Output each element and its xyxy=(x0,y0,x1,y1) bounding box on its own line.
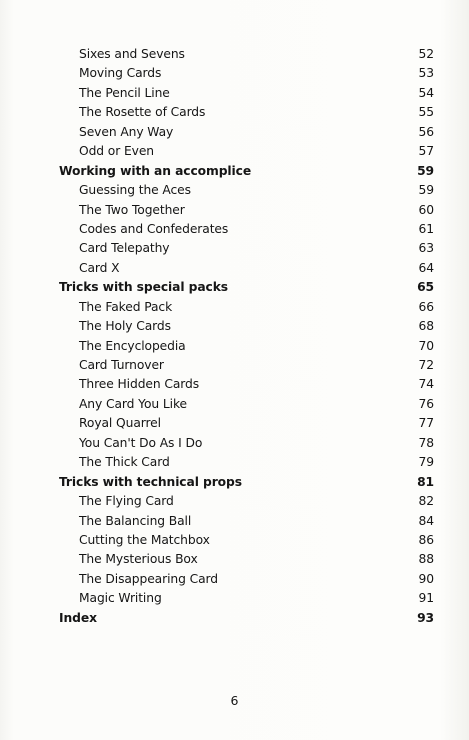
toc-entry xyxy=(59,492,434,511)
toc-entry-title: Card X xyxy=(79,260,120,275)
toc-entry-title: The Thick Card xyxy=(79,455,170,470)
toc-entry xyxy=(59,395,434,414)
toc-section-entry xyxy=(59,473,434,492)
toc-entry-title: Tricks with technical props xyxy=(59,474,242,489)
toc-entry-title: Any Card You Like xyxy=(79,396,187,411)
toc-entry xyxy=(59,181,434,200)
toc-section-entry xyxy=(59,162,434,181)
toc-entry-page-number: 88 xyxy=(418,552,434,567)
toc-entry xyxy=(59,434,434,453)
toc-entry-title: You Can't Do As I Do xyxy=(79,435,203,450)
toc-entry-title: The Two Together xyxy=(79,202,185,217)
toc-entry-page-number: 60 xyxy=(418,202,434,217)
toc-entry xyxy=(59,356,434,375)
toc-entry-page-number: 56 xyxy=(418,124,434,139)
toc-entry-page-number: 52 xyxy=(418,47,434,61)
toc-entry xyxy=(59,142,434,161)
toc-entry-page-number: 63 xyxy=(418,241,434,256)
table-of-contents xyxy=(59,45,434,628)
toc-entry-page-number: 59 xyxy=(418,183,434,198)
toc-entry-title: The Mysterious Box xyxy=(79,552,198,567)
toc-entry-title: Card Telepathy xyxy=(79,241,170,256)
toc-entry-title: Cutting the Matchbox xyxy=(79,532,210,547)
toc-entry xyxy=(59,298,434,317)
toc-entry-page-number: 76 xyxy=(418,396,434,411)
toc-entry xyxy=(59,453,434,472)
toc-entry xyxy=(59,201,434,220)
toc-entry xyxy=(59,123,434,142)
toc-entry-page-number: 81 xyxy=(417,474,434,489)
toc-entry xyxy=(59,45,434,64)
toc-entry-title: Moving Cards xyxy=(79,66,162,81)
toc-entry-page-number: 79 xyxy=(418,455,434,470)
toc-entry-page-number: 78 xyxy=(418,435,434,450)
toc-entry-page-number: 65 xyxy=(417,280,434,295)
toc-entry xyxy=(59,550,434,569)
toc-entry-title: The Faked Pack xyxy=(79,299,173,314)
toc-entry xyxy=(59,220,434,239)
toc-entry-page-number: 66 xyxy=(418,299,434,314)
toc-entry xyxy=(59,64,434,83)
toc-entry xyxy=(59,570,434,589)
toc-entry-page-number: 59 xyxy=(417,163,434,178)
toc-entry-page-number: 53 xyxy=(418,66,434,81)
toc-entry-page-number: 61 xyxy=(418,221,434,236)
toc-entry-title: Tricks with special packs xyxy=(59,280,229,295)
toc-entry-page-number: 90 xyxy=(418,571,434,586)
toc-entry-title: The Encyclopedia xyxy=(79,338,186,353)
toc-entry-page-number: 82 xyxy=(418,494,434,509)
toc-entry xyxy=(59,414,434,433)
toc-entry-page-number: 91 xyxy=(418,591,434,606)
page-number: 6 xyxy=(230,693,239,708)
toc-entry xyxy=(59,84,434,103)
toc-entry-page-number: 64 xyxy=(418,260,434,275)
toc-entry xyxy=(59,317,434,336)
toc-entry-page-number: 57 xyxy=(418,144,434,159)
toc-entry-title: Magic Writing xyxy=(79,591,162,606)
toc-entry-page-number: 72 xyxy=(418,358,434,372)
toc-entry-page-number: 77 xyxy=(418,416,434,431)
toc-entry-title: Guessing the Aces xyxy=(79,183,191,198)
toc-entry xyxy=(59,589,434,608)
toc-entry-title: Royal Quarrel xyxy=(79,416,161,431)
toc-entry-title: Codes and Confederates xyxy=(79,221,229,236)
toc-entry-title: Sixes and Sevens xyxy=(79,47,185,61)
toc-section-entry xyxy=(59,278,434,297)
toc-entry-page-number: 84 xyxy=(418,513,434,528)
toc-entry-title: Odd or Even xyxy=(79,144,154,159)
toc-entry-page-number: 70 xyxy=(418,338,434,353)
toc-entry-page-number: 68 xyxy=(418,319,434,334)
toc-entry-title: Three Hidden Cards xyxy=(79,377,200,392)
toc-entry xyxy=(59,239,434,258)
toc-entry xyxy=(59,512,434,531)
toc-entry xyxy=(59,103,434,122)
toc-entry-page-number: 54 xyxy=(418,85,434,100)
toc-entry xyxy=(59,337,434,356)
toc-entry-page-number: 86 xyxy=(418,532,434,547)
toc-entry-page-number: 55 xyxy=(418,105,434,120)
toc-entry-title: The Flying Card xyxy=(79,494,174,509)
toc-entry-title: The Disappearing Card xyxy=(79,571,218,586)
toc-entry-page-number: 74 xyxy=(418,377,434,392)
toc-entry xyxy=(59,375,434,394)
toc-entry-title: Working with an accomplice xyxy=(59,163,252,178)
toc-entry xyxy=(59,531,434,550)
toc-entry-title: The Holy Cards xyxy=(79,319,171,334)
toc-entry-title: Card Turnover xyxy=(79,358,164,372)
toc-section-entry xyxy=(59,609,434,628)
toc-entry-title: Index xyxy=(59,610,97,625)
toc-entry xyxy=(59,259,434,278)
toc-entry-title: The Pencil Line xyxy=(79,85,170,100)
toc-entry-title: The Balancing Ball xyxy=(79,513,192,528)
toc-entry-title: Seven Any Way xyxy=(79,124,174,139)
toc-entry-title: The Rosette of Cards xyxy=(79,105,206,120)
toc-entry-page-number: 93 xyxy=(417,610,434,625)
